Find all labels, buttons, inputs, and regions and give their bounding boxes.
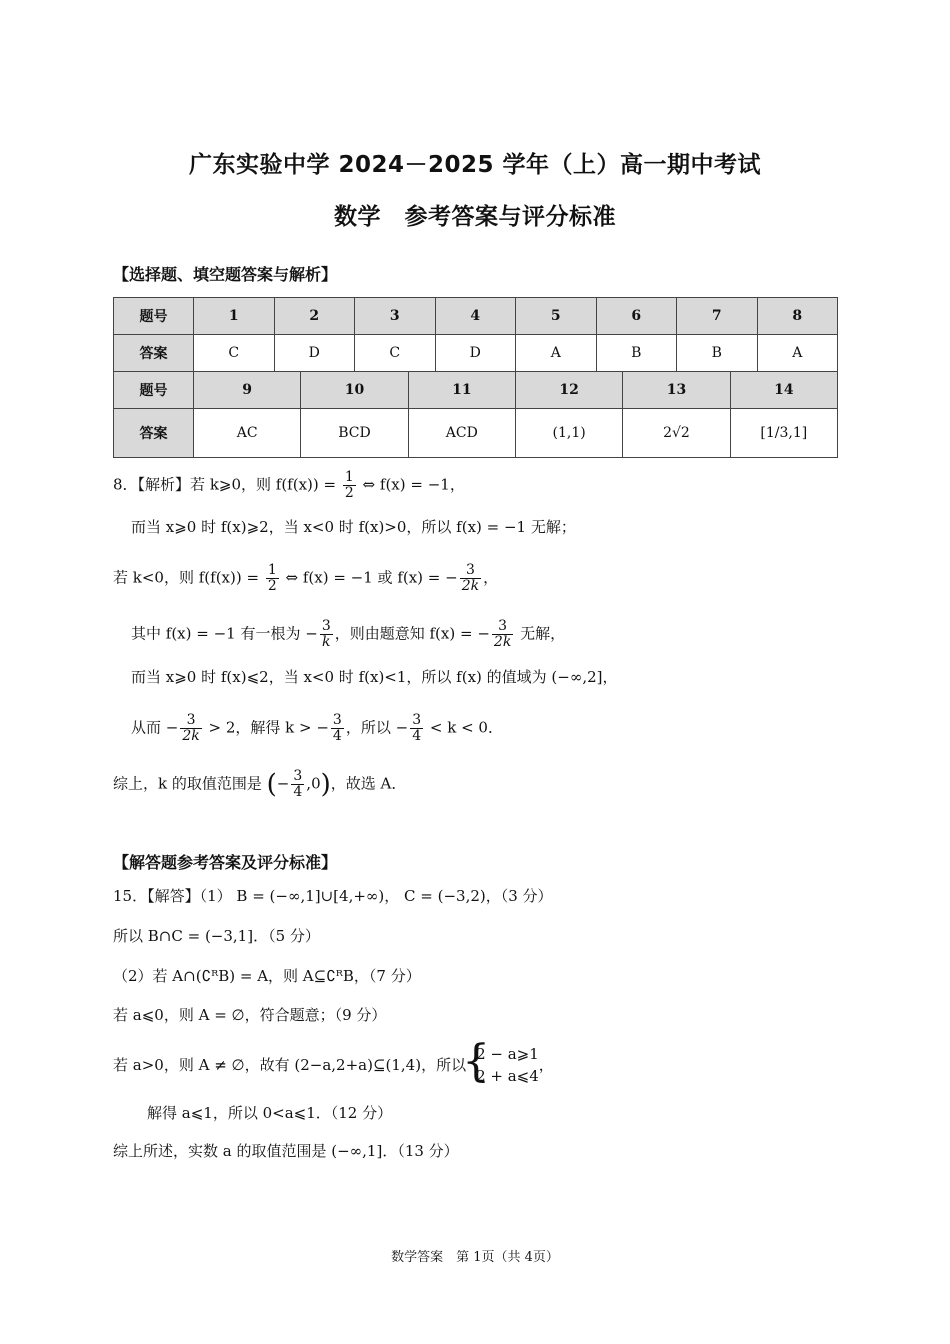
answer-cell: [1/3,1]	[730, 409, 837, 458]
answer-cell: ACD	[408, 409, 515, 458]
q8-text: 无解，	[515, 624, 566, 643]
numerator: 3	[332, 712, 342, 728]
q8-text: 其中 f(x) = −1 有一根为 −	[131, 624, 318, 643]
q8-text: < k < 0．	[425, 718, 503, 737]
row-label-answer: 答案	[114, 335, 194, 372]
inequality-1: { 2 − a⩾1	[476, 1045, 539, 1063]
q15-line-6: 解得 a⩽1，所以 0<a⩽1．（12 分）	[147, 1104, 393, 1122]
numerator: 3	[492, 619, 513, 635]
question-number: 2	[274, 298, 355, 335]
question-number: 6	[596, 298, 677, 335]
question-number: 5	[516, 298, 597, 335]
paren-close: )	[320, 769, 331, 800]
answer-cell: D	[435, 335, 516, 372]
denominator: 2k	[461, 578, 480, 594]
answer-cell: (1,1)	[515, 409, 622, 458]
q8-text: ，所以 −	[345, 718, 409, 737]
question-number: 13	[623, 372, 730, 409]
q15-line-1: 15．【解答】（1） B = (−∞,1]∪[4,+∞)， C = (−3,2)，（3 分）	[113, 887, 553, 905]
denominator: k	[322, 634, 331, 650]
fraction	[331, 713, 344, 744]
denominator: 2k	[182, 728, 200, 744]
fraction	[460, 563, 481, 594]
answer-cell: C	[355, 335, 436, 372]
inequality-2: 2 + a⩽4	[476, 1067, 539, 1085]
q8-text: ⇔ f(x) = −1，	[357, 475, 465, 494]
q8-text: > 2，解得 k > −	[203, 718, 329, 737]
fraction	[343, 470, 356, 501]
q8-line-1	[113, 470, 465, 501]
q8-text: k⩾0，则 f(f(x)) =	[209, 475, 341, 494]
section-heading-choice: 【选择题、填空题答案与解析】	[113, 265, 338, 284]
paren-open: (	[266, 769, 277, 800]
question-number: 11	[408, 372, 515, 409]
q8-text: 若 k<0，则 f(f(x)) =	[113, 568, 264, 587]
fraction	[492, 619, 513, 650]
table-row	[114, 335, 838, 372]
answer-cell: 2√2	[623, 409, 730, 458]
question-number: 4	[435, 298, 516, 335]
q8-line-7: 综上，k 的取值范围是 (− $\frac{3}{4}$ ,0)，故选 A．	[113, 768, 407, 800]
table-row	[114, 372, 838, 409]
denominator: 4	[332, 728, 342, 744]
page-footer: 数学答案 第 1页（共 4页）	[391, 1250, 559, 1265]
question-number: 1	[194, 298, 275, 335]
fraction	[320, 619, 333, 650]
answer-key-subtitle: 数学 参考答案与评分标准	[334, 204, 616, 230]
table-row	[114, 409, 838, 458]
answer-cell: BCD	[301, 409, 408, 458]
section-heading-solutions: 【解答题参考答案及评分标准】	[113, 853, 338, 872]
answer-cell: A	[516, 335, 597, 372]
question-number: 10	[301, 372, 408, 409]
q15-text: 若 a>0，则 A ≠ ∅，故有 (2−a,2+a)⊆(1,4)，所以	[113, 1056, 467, 1074]
question-number: 9	[194, 372, 301, 409]
row-label-answer: 答案	[114, 409, 194, 458]
q8-text: ，故选 A．	[330, 774, 407, 793]
answer-table-2	[113, 371, 838, 458]
row-label-question: 题号	[114, 372, 194, 409]
q8-line-4	[131, 619, 565, 650]
fraction	[266, 563, 279, 594]
numerator: 3	[180, 713, 201, 729]
numerator: 1	[344, 469, 354, 485]
denominator: 4	[412, 728, 422, 744]
table-row	[114, 298, 838, 335]
numerator: 3	[321, 618, 331, 634]
q8-line-3	[113, 563, 498, 594]
question-number: 7	[677, 298, 758, 335]
exam-title: 广东实验中学 2024－2025 学年（上）高一期中考试	[188, 152, 762, 178]
answer-table-1	[113, 297, 838, 372]
numerator: 1	[267, 562, 277, 578]
denominator: 2k	[493, 634, 512, 650]
system-of-inequalities	[466, 1043, 539, 1087]
q15-line-4: 若 a⩽0，则 A = ∅，符合题意；（9 分）	[113, 1006, 387, 1024]
answer-cell: B	[596, 335, 677, 372]
answer-cell: C	[194, 335, 275, 372]
numerator: 3	[460, 563, 481, 579]
row-label-question: 题号	[114, 298, 194, 335]
q8-line-2: 而当 x⩾0 时 f(x)⩾2，当 x<0 时 f(x)>0，所以 f(x) = −1 无解；	[131, 518, 576, 536]
numerator: 3	[293, 768, 303, 784]
q8-text: ，	[483, 568, 499, 587]
fraction	[180, 713, 201, 744]
answer-cell: B	[677, 335, 758, 372]
question-number: 3	[355, 298, 436, 335]
q8-text: ⇔ f(x) = −1 或 f(x) = −	[280, 568, 458, 587]
q15-line-3: （2）若 A∩(∁ᴿB) = A，则 A⊆∁ᴿB，（7 分）	[113, 967, 421, 985]
q15-line-2: 所以 B∩C = (−3,1]．（5 分）	[113, 927, 320, 945]
question-number: 14	[730, 372, 837, 409]
question-number: 12	[515, 372, 622, 409]
answer-cell: A	[757, 335, 838, 372]
numerator: 3	[412, 712, 422, 728]
q15-line-5	[113, 1043, 554, 1087]
q8-line-6	[131, 713, 503, 744]
answer-cell: AC	[194, 409, 301, 458]
denominator: 4	[293, 784, 303, 800]
q8-text: 从而 −	[131, 718, 179, 737]
fraction	[291, 769, 304, 800]
fraction	[410, 713, 423, 744]
denominator: 2	[344, 485, 354, 501]
denominator: 2	[267, 578, 277, 594]
answer-cell: D	[274, 335, 355, 372]
q15-line-7: 综上所述，实数 a 的取值范围是 (−∞,1]．（13 分）	[113, 1142, 459, 1160]
q8-line-5: 而当 x⩾0 时 f(x)⩽2，当 x<0 时 f(x)<1，所以 f(x) 的值域为 (−∞,2]，	[131, 668, 618, 686]
q8-text: ，则由题意知 f(x) = −	[334, 624, 490, 643]
q8-text: 综上，k 的取值范围是	[113, 774, 267, 793]
q15-text: ，	[538, 1056, 554, 1074]
question-number: 8	[757, 298, 838, 335]
q8-text: 8．【解析】若	[113, 475, 210, 494]
